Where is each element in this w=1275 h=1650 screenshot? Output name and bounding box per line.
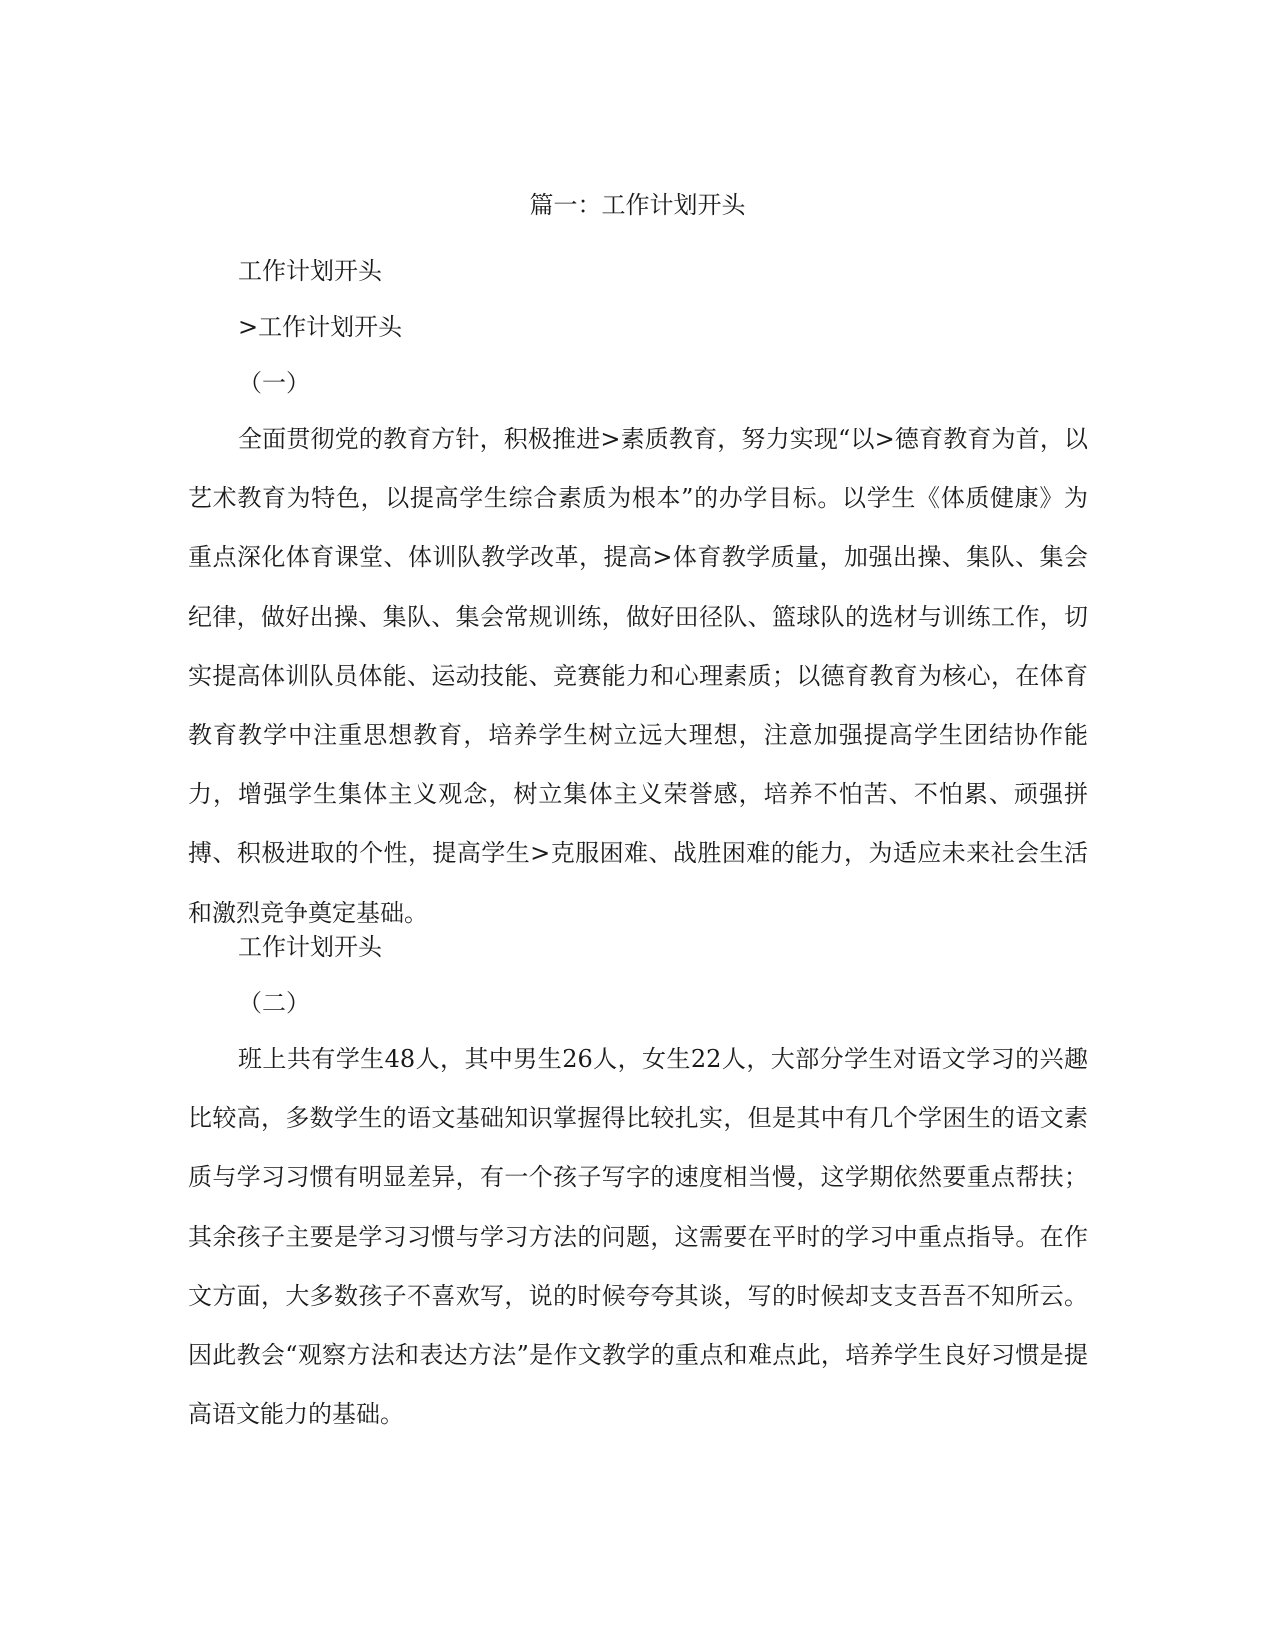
subheading-1: 工作计划开头 [238,257,382,285]
section-number-2: （二） [238,989,310,1017]
paragraph-1: 全面贯彻党的教育方针，积极推进>素质教育，努力实现“以>德育教育为首，以艺术教育为特色，以提高学生综合素质为根本”的办学目标。以学生《体质健康》为重点深化体育课堂、体训队教学改革，提高>体育教学质量，加强出操、集队、集会纪律，做好出操、集队、集会常规训练，做好田径队、篮球队的选材与训练工作，切实提高体训队员体能、运动技能、竞赛能力和心理素质；以德育教育为核心，在体育教育教学中注重思想教育，培养学生树立远大理想，注意加强提高学生团结协作能力，增强学生集体主义观念，树立集体主义荣誉感，培养不怕苦、不怕累、顽强拼搏、积极进取的个性，提高学生>克服困难、战胜困难的能力，为适应未来社会生活和激烈竞争奠定基础。 [188,425,1088,927]
paragraph-2: 班上共有学生48人，其中男生26人，女生22人，大部分学生对语文学习的兴趣比较高，多数学生的语文基础知识掌握得比较扎实，但是其中有几个学困生的语文素质与学习习惯有明显差异，有一个孩子写字的速度相当慢，这学期依然要重点帮扶；其余孩子主要是学习习惯与学习方法的问题，这需要在平时的学习中重点指导。在作文方面，大多数孩子不喜欢写，说的时候夸夸其谈，写的时候却支支吾吾不知所云。因此教会“观察方法和表达方法”是作文教学的重点和难点此，培养学生良好习惯是提高语文能力的基础。 [188,1045,1088,1429]
subheading-2: >工作计划开头 [238,313,403,341]
subheading-3: 工作计划开头 [238,933,382,961]
section-number-1: （一） [238,369,310,397]
document-title: 篇一：工作计划开头 [529,191,746,219]
